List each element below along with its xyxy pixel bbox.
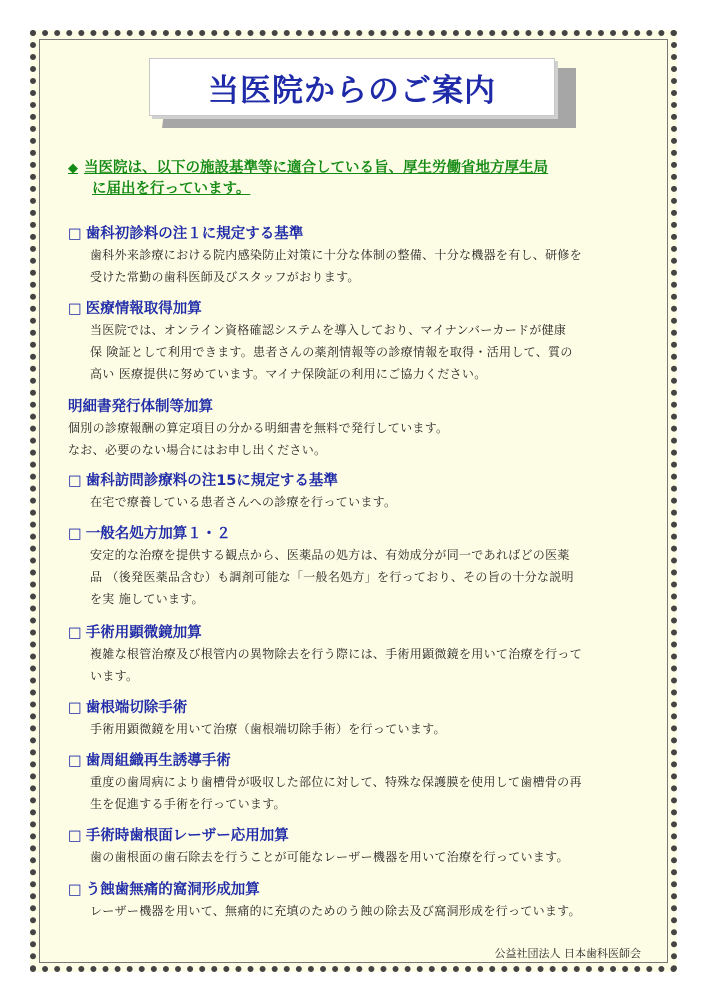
section-home-visit: [68, 471, 664, 513]
checkbox-icon: □: [68, 625, 82, 641]
section-line: を実 施しています。: [90, 592, 204, 606]
section-line: 在宅で療養している患者さんへの診療を行っています。: [90, 495, 397, 509]
section-periodontal: [68, 751, 664, 815]
intro-line-1: ◆ 当医院は、以下の施設基準等に適合している旨、厚生労働省地方厚生局: [68, 160, 548, 176]
checkbox-icon: □: [68, 882, 82, 898]
section-heading: □ 歯科初診料の注１に規定する基準: [68, 226, 304, 242]
section-laser-root: [68, 826, 664, 868]
section-apicoectomy: [68, 698, 664, 740]
section-heading: 明細書発行体制等加算: [68, 399, 213, 415]
section-line: 手術用顕微鏡を用いて治療（歯根端切除手術）を行っています。: [90, 722, 446, 736]
intro-notice: [68, 158, 648, 200]
section-heading: □ 歯周組織再生誘導手術: [68, 753, 231, 769]
section-medical-info: [68, 299, 664, 385]
section-line: 安定的な治療を提供する観点から、医薬品の処方は、有効成分が同一であればどの医薬: [90, 548, 570, 562]
section-line: 歯科外来診療における院内感染防止対策に十分な体制の整備、十分な機器を有し、研修を: [90, 248, 583, 262]
section-statement: [68, 397, 664, 461]
section-heading: □ 医療情報取得加算: [68, 301, 202, 317]
section-line: 歯の歯根面の歯石除去を行うことが可能なレーザー機器を用いて治療を行っています。: [90, 850, 569, 864]
section-heading: □ 歯科訪問診療料の注15に規定する基準: [68, 473, 338, 489]
checkbox-icon: □: [68, 226, 82, 242]
checkbox-icon: □: [68, 526, 82, 542]
section-line: 重度の歯周病により歯槽骨が吸収した部位に対して、特殊な保護膜を使用して歯槽骨の再: [90, 775, 582, 789]
checkbox-icon: □: [68, 473, 82, 489]
section-line: 複雑な根管治療及び根管内の異物除去を行う際には、手術用顕微鏡を用いて治療を行って: [90, 647, 583, 661]
section-heading: □ 歯根端切除手術: [68, 700, 188, 716]
section-initial-visit: [68, 224, 664, 288]
section-laser-caries: [68, 880, 664, 922]
section-line: います。: [90, 669, 139, 683]
section-line: 保 険証として利用できます。患者さんの薬剤情報等の診療情報を取得・活用して、質の: [90, 345, 573, 359]
checkbox-icon: □: [68, 828, 82, 844]
section-line: 当医院では、オンライン資格確認システムを導入しており、マイナンバーカードが健康: [90, 323, 567, 337]
section-heading: □ う蝕歯無痛的窩洞形成加算: [68, 882, 260, 898]
checkbox-icon: □: [68, 753, 82, 769]
intro-line-2: に届出を行っています。: [92, 181, 251, 197]
section-line: 受けた常勤の歯科医師及びスタッフがおります。: [90, 270, 360, 284]
section-line: なお、必要のない場合にはお申し出ください。: [68, 443, 327, 457]
section-heading: □ 手術用顕微鏡加算: [68, 625, 202, 641]
section-line: レーザー機器を用いて、無痛的に充填のためのう蝕の除去及び窩洞形成を行っています。: [90, 904, 581, 918]
diamond-icon: ◆: [68, 161, 78, 176]
section-microscope: [68, 623, 664, 687]
section-line: 個別の診療報酬の算定項目の分かる明細書を無料で発行しています。: [68, 421, 449, 435]
footer-organization: 公益社団法人 日本歯科医師会: [494, 947, 641, 960]
title-banner: [149, 58, 555, 116]
section-line: 品 （後発医薬品含む）も調剤可能な「一般名処方」を行っており、その旨の十分な説明: [90, 570, 574, 584]
section-line: 生を促進する手術を行っています。: [90, 797, 286, 811]
page-title: 当医院からのご案内: [208, 72, 496, 109]
checkbox-icon: □: [68, 700, 82, 716]
section-heading: □ 手術時歯根面レーザー応用加算: [68, 828, 289, 844]
section-line: 高い 医療提供に努めています。マイナ保険証の利用にご協力ください。: [90, 367, 487, 381]
section-generic-prescription: [68, 524, 664, 610]
checkbox-icon: □: [68, 301, 82, 317]
section-heading: □ 一般名処方加算１・２: [68, 526, 231, 542]
